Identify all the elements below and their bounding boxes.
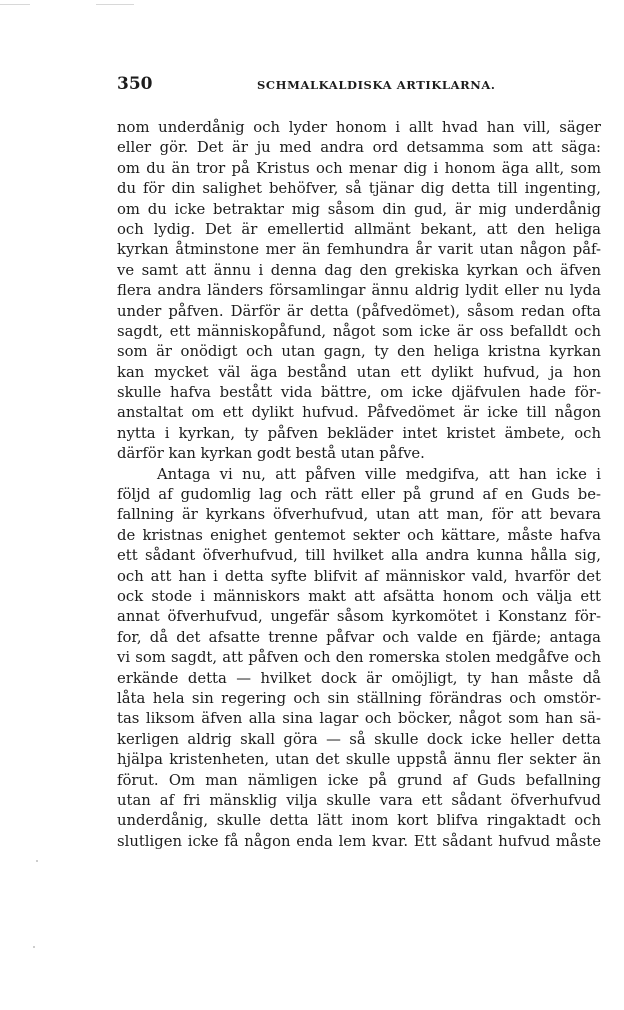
text-line: for, då det afsatte trenne påfvar och valde en fjärde; antaga	[117, 628, 601, 646]
text-line: ock stode i människors makt att afsätta honom och välja ett	[117, 587, 601, 605]
text-line: nom underdånig och lyder honom i allt hvad han vill, säger	[117, 119, 601, 136]
text-line: följd af gudomlig lag och rätt eller på grund af en Guds be-	[117, 486, 601, 504]
scan-speck	[33, 946, 35, 948]
page-number: 350	[117, 74, 153, 94]
text-line: erkände detta — hvilket dock är omöjligt, ty han måste då	[117, 669, 601, 687]
text-line: annat öfverhufvud, ungefär såsom kyrkomötet i Konstanz för-	[117, 608, 601, 626]
text-line: underdånig, skulle detta lätt inom kort blifva ringaktadt och	[117, 812, 601, 830]
text-line: du för din salighet behöfver, så tjänar dig detta till ingenting,	[117, 180, 601, 198]
scan-speck	[36, 860, 38, 862]
text-line: ve samt att ännu i denna dag den grekiska kyrkan och äfven	[117, 261, 601, 279]
text-line: om du icke betraktar mig såsom din gud, är mig underdånig	[117, 200, 601, 218]
text-line: kyrkan åtminstone mer än femhundra år varit utan någon påf-	[117, 241, 601, 259]
text-line: hjälpa kristenheten, utan det skulle uppstå ännu fler sekter än	[117, 751, 601, 769]
text-line: kan mycket väl äga bestånd utan ett dylikt hufvud, ja hon	[117, 363, 601, 381]
text-line: slutligen icke få någon enda lem kvar. Ett sådant hufvud måste	[117, 832, 601, 850]
text-line: skulle hafva bestått vida bättre, om icke djäfvulen hade för-	[117, 384, 601, 402]
text-line: under påfven. Därför är detta (påfvedömet), såsom redan ofta	[117, 302, 601, 320]
text-line: förut. Om man nämligen icke på grund af Guds befallning	[117, 771, 601, 789]
text-line: kerligen aldrig skall göra — så skulle dock icke heller detta	[117, 730, 601, 748]
text-line: fallning är kyrkans öfverhufvud, utan att man, för att bevara	[117, 506, 601, 524]
body-text	[117, 118, 601, 852]
text-line: vi som sagdt, att påfven och den romerska stolen medgåfve och	[117, 649, 601, 667]
text-line: eller gör. Det är ju med andra ord detsamma som att säga:	[117, 139, 601, 157]
text-line: de kristnas enighet gentemot sekter och kättare, måste hafva	[117, 526, 601, 544]
text-line: Antaga vi nu, att påfven ville medgifva, att han icke i	[157, 465, 601, 483]
text-line: flera andra länders församlingar ännu aldrig lydit eller nu lyda	[117, 282, 601, 300]
running-title: SCHMALKALDISKA ARTIKLARNA.	[257, 78, 496, 92]
scan-edge-mark	[96, 4, 134, 5]
text-line: tas liksom äfven alla sina lagar och böcker, något som han sä-	[117, 710, 601, 728]
paragraph-2	[117, 465, 601, 852]
page-header	[117, 74, 601, 96]
text-line: som är onödigt och utan gagn, ty den heliga kristna kyrkan	[117, 343, 601, 361]
text-line: nytta i kyrkan, ty påfven bekläder intet kristet ämbete, och	[117, 424, 601, 442]
text-line: sagdt, ett människopåfund, något som icke är oss befalldt och	[117, 322, 601, 340]
paragraph-1	[117, 118, 601, 465]
text-line: och att han i detta syfte blifvit af människor vald, hvarför det	[117, 567, 601, 585]
text-line: och lydig. Det är emellertid allmänt bekant, att den heliga	[117, 220, 601, 238]
scan-edge-mark	[0, 4, 30, 5]
text-line: anstaltat om ett dylikt hufvud. Påfvedömet är icke till någon	[117, 404, 601, 422]
text-line: ett sådant öfverhufvud, till hvilket alla andra kunna hålla sig,	[117, 547, 601, 565]
text-line: låta hela sin regering och sin ställning förändras och omstör-	[117, 689, 601, 707]
text-line: därför kan kyrkan godt bestå utan påfve.	[117, 445, 425, 463]
text-line: om du än tror på Kristus och menar dig i honom äga allt, som	[117, 159, 601, 177]
text-line: utan af fri mänsklig vilja skulle vara ett sådant öfverhufvud	[117, 791, 601, 809]
